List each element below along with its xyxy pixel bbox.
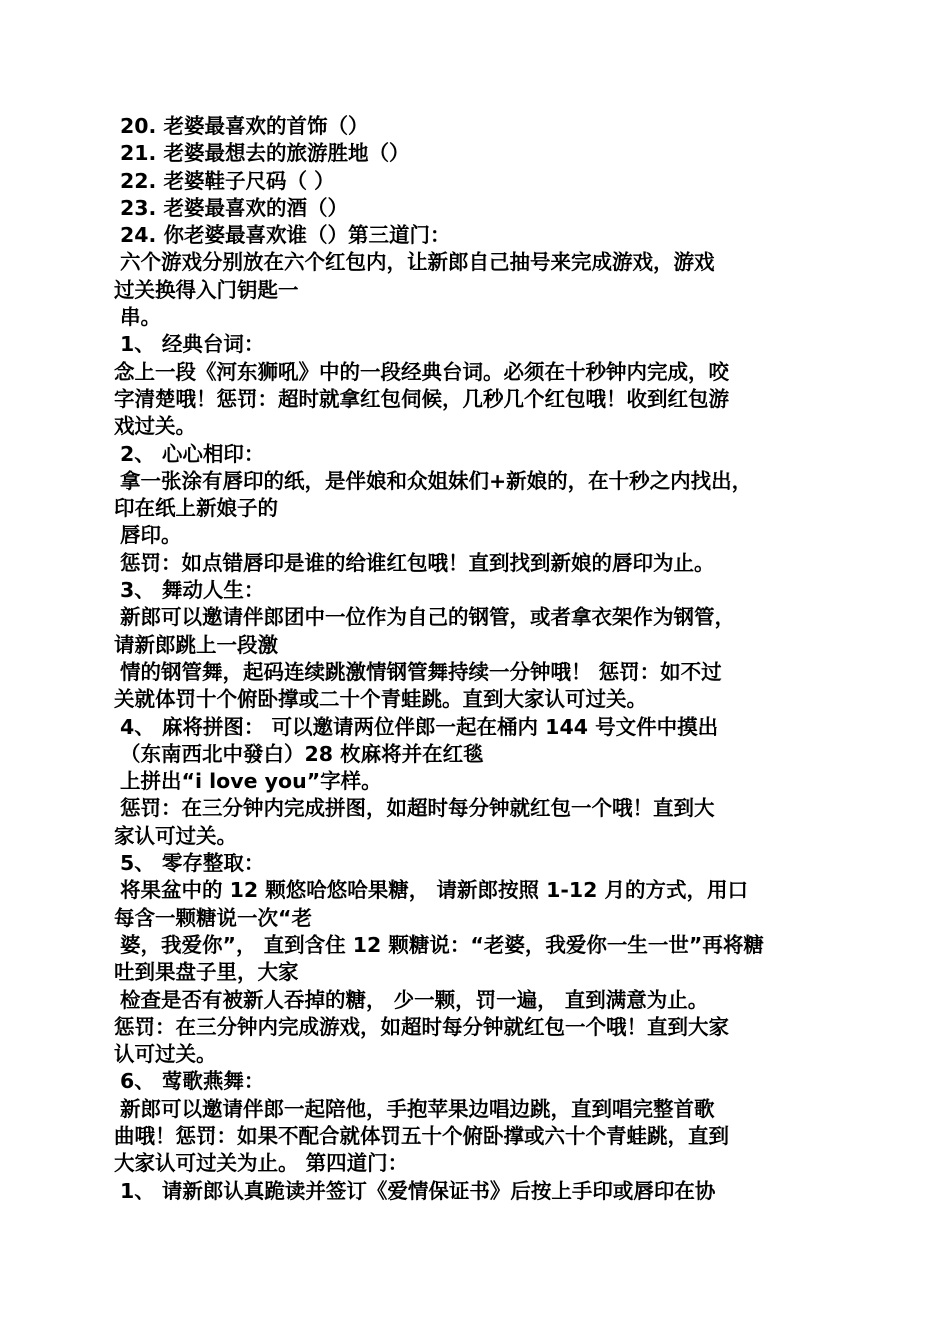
paragraph-line: 吐到果盘子里，大家 xyxy=(114,960,299,985)
section-heading: 6、 莺歌燕舞： xyxy=(120,1069,265,1094)
question-22: 22. 老婆鞋子尺码（ ） xyxy=(120,168,335,193)
section-heading: 2、 心心相印： xyxy=(120,441,265,466)
paragraph-line: 关就体罚十个俯卧撑或二十个青蛙跳。直到大家认可过关。 xyxy=(114,687,647,712)
question-21: 21. 老婆最想去的旅游胜地（） xyxy=(120,141,410,166)
paragraph-line: 六个游戏分别放在六个红包内，让新郎自己抽号来完成游戏，游戏 xyxy=(120,250,715,275)
question-24: 24. 你老婆最喜欢谁（）第三道门： xyxy=(120,223,451,248)
paragraph-line: 曲哦！惩罚：如果不配合就体罚五十个俯卧撑或六十个青蛙跳，直到 xyxy=(114,1123,729,1148)
section-heading: 1、 经典台词： xyxy=(120,332,265,357)
section-heading: 5、 零存整取： xyxy=(120,851,265,876)
paragraph-line: 检查是否有被新人吞掉的糖， 少一颗，罚一遍， 直到满意为止。 xyxy=(120,987,709,1012)
paragraph-line: 大家认可过关为止。 第四道门： xyxy=(114,1151,409,1176)
paragraph-line: 惩罚：在三分钟内完成游戏，如超时每分钟就红包一个哦！直到大家 xyxy=(114,1014,729,1039)
paragraph-line: 串。 xyxy=(120,305,161,330)
paragraph-line: 家认可过关。 xyxy=(114,823,237,848)
section-heading: 3、 舞动人生： xyxy=(120,578,265,603)
paragraph-line: 上拼出“i love you”字样。 xyxy=(120,769,382,794)
paragraph-line: 念上一段《河东狮吼》中的一段经典台词。必须在十秒钟内完成，咬 xyxy=(114,359,729,384)
question-23: 23. 老婆最喜欢的酒（） xyxy=(120,195,348,220)
document-body xyxy=(114,113,844,1205)
paragraph-line: 惩罚：在三分钟内完成拼图，如超时每分钟就红包一个哦！直到大 xyxy=(120,796,715,821)
paragraph-line: 情的钢管舞，起码连续跳激情钢管舞持续一分钟哦！ 惩罚：如不过 xyxy=(120,659,722,684)
paragraph-line: 婆，我爱你”， 直到含住 12 颗糖说：“老婆，我爱你一生一世”再将糖 xyxy=(120,932,764,957)
paragraph-line: 请新郎跳上一段激 xyxy=(114,632,278,657)
paragraph-line: 每含一颗糖说一次“老 xyxy=(114,905,312,930)
paragraph-line: 惩罚：如点错唇印是谁的给谁红包哦！直到找到新娘的唇印为止。 xyxy=(120,550,715,575)
paragraph-line: 印在纸上新娘子的 xyxy=(114,496,278,521)
paragraph-line: （东南西北中發白）28 枚麻将并在红毯 xyxy=(120,741,484,766)
paragraph-line: 认可过关。 xyxy=(114,1042,217,1067)
question-20: 20. 老婆最喜欢的首饰（） xyxy=(120,114,369,138)
paragraph-line: 新郎可以邀请伴郎一起陪他，手抱苹果边唱边跳，直到唱完整首歌 xyxy=(120,1096,715,1121)
paragraph-line: 戏过关。 xyxy=(114,414,196,439)
paragraph-line: 唇印。 xyxy=(120,523,182,548)
section-heading: 1、 请新郎认真跪读并签订《爱情保证书》后按上手印或唇印在协 xyxy=(120,1178,716,1203)
paragraph-line: 将果盆中的 12 颗悠哈悠哈果糖， 请新郎按照 1-12 月的方式，用口 xyxy=(120,878,749,903)
section-heading: 4、 麻将拼图： 可以邀请两位伴郎一起在桶内 144 号文件中摸出 xyxy=(120,714,719,739)
paragraph-line: 过关换得入门钥匙一 xyxy=(114,277,299,302)
paragraph-line: 拿一张涂有唇印的纸，是伴娘和众姐妹们+新娘的，在十秒之内找出， xyxy=(120,468,753,493)
paragraph-line: 字清楚哦！惩罚：超时就拿红包伺候，几秒几个红包哦！收到红包游 xyxy=(114,386,729,411)
paragraph-line: 新郎可以邀请伴郎团中一位作为自己的钢管，或者拿衣架作为钢管， xyxy=(120,605,735,630)
